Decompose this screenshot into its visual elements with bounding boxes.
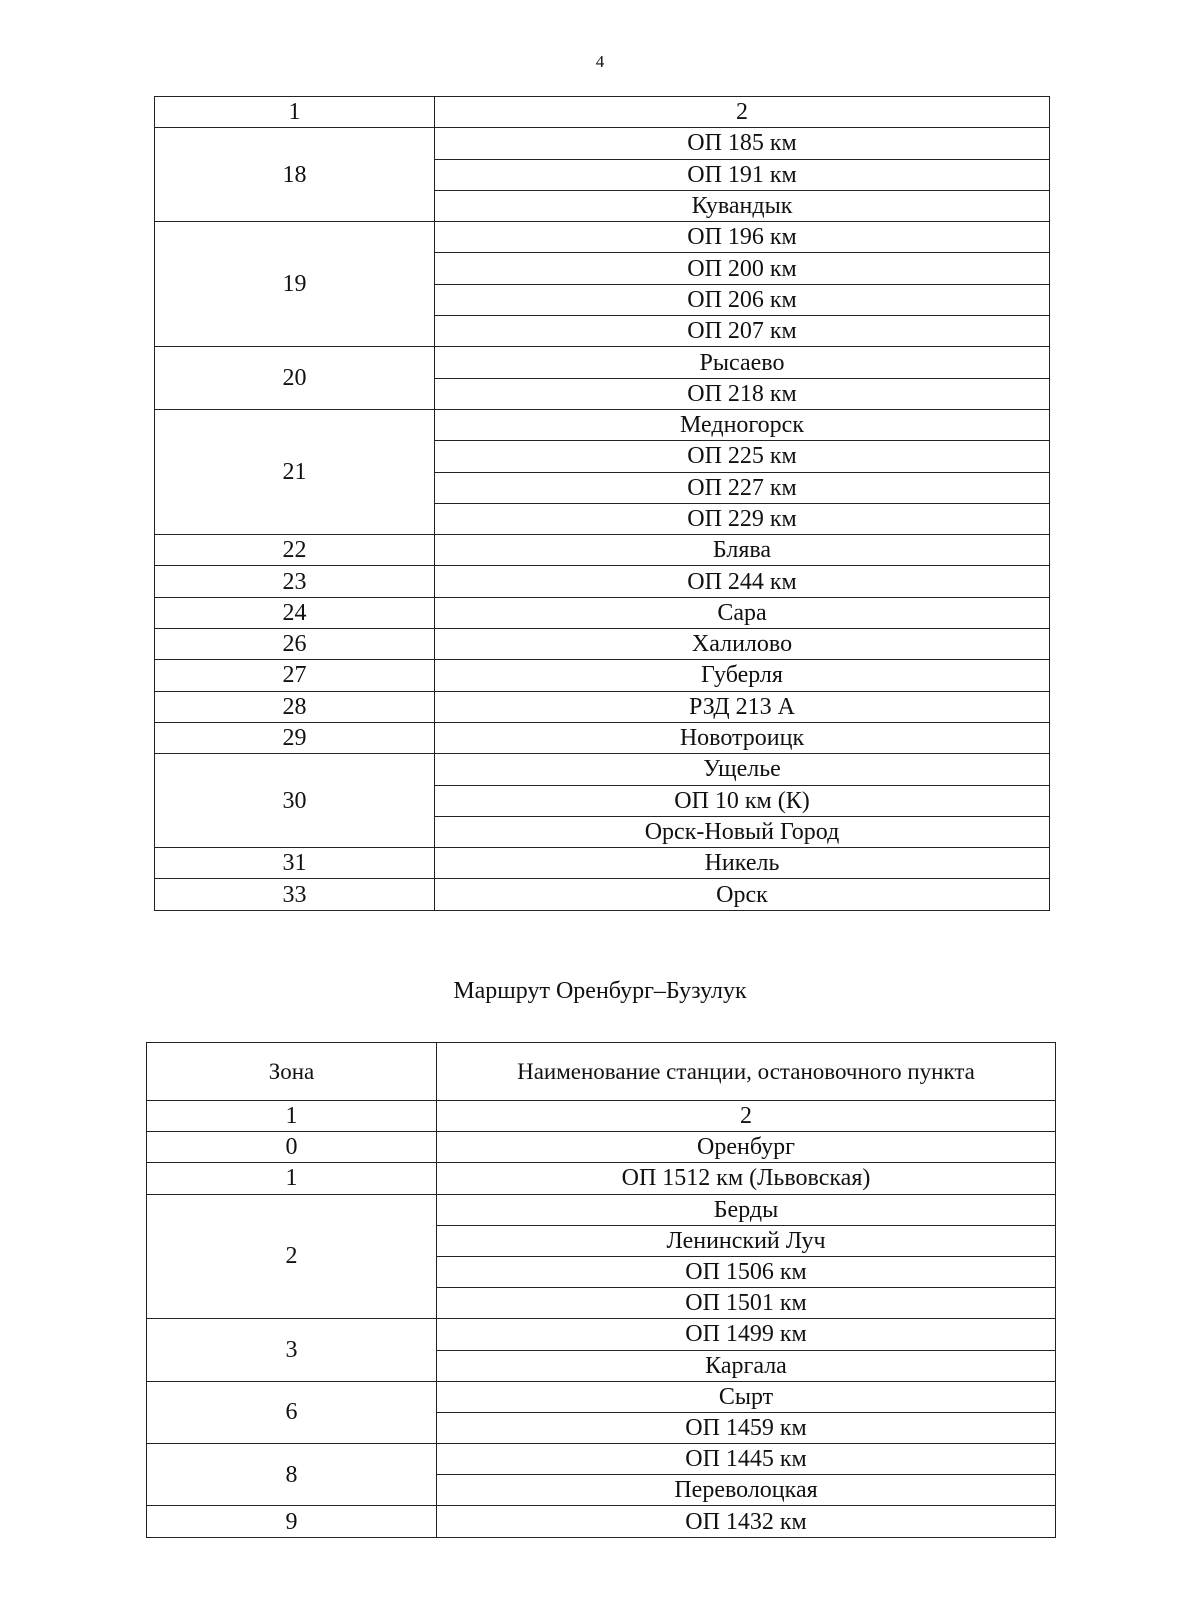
table-row	[147, 1319, 1056, 1350]
zone-cell: 24	[155, 597, 435, 628]
column-number-row	[147, 1101, 1056, 1132]
zone-cell: 19	[155, 222, 435, 347]
station-cell: ОП 1512 км (Львовская)	[437, 1163, 1056, 1194]
station-cell: Берды	[437, 1194, 1056, 1225]
page-number: 4	[595, 52, 605, 71]
zone-cell: 33	[155, 879, 435, 910]
station-cell: Оренбург	[437, 1132, 1056, 1163]
table-row	[147, 1163, 1056, 1194]
station-cell: ОП 200 км	[435, 253, 1050, 284]
zones-table-continued	[154, 96, 1050, 911]
station-cell: ОП 1459 км	[437, 1412, 1056, 1443]
zone-cell: 23	[155, 566, 435, 597]
column-number-station: 2	[437, 1101, 1056, 1132]
zone-cell: 30	[155, 754, 435, 848]
station-cell: Сырт	[437, 1381, 1056, 1412]
station-cell: Каргала	[437, 1350, 1056, 1381]
header-station: Наименование станции, остановочного пункта	[437, 1043, 1056, 1101]
station-cell: ОП 227 км	[435, 472, 1050, 503]
station-cell: ОП 229 км	[435, 503, 1050, 534]
station-cell: ОП 1506 км	[437, 1256, 1056, 1287]
station-cell: ОП 1501 км	[437, 1288, 1056, 1319]
route-zones-table	[146, 1042, 1056, 1538]
table-row	[155, 535, 1050, 566]
station-cell: ОП 10 км (К)	[435, 785, 1050, 816]
zone-cell: 22	[155, 535, 435, 566]
zone-cell: 18	[155, 128, 435, 222]
table-row	[155, 347, 1050, 378]
table-row	[155, 128, 1050, 159]
station-cell: Орск-Новый Город	[435, 816, 1050, 847]
header-row	[147, 1043, 1056, 1101]
station-cell: Орск	[435, 879, 1050, 910]
station-cell: ОП 191 км	[435, 159, 1050, 190]
zone-cell: 6	[147, 1381, 437, 1443]
station-cell: ОП 218 км	[435, 378, 1050, 409]
column-number-zone: 1	[147, 1101, 437, 1132]
zone-cell: 20	[155, 347, 435, 410]
header-zone: Зона	[147, 1043, 437, 1101]
table-row	[155, 597, 1050, 628]
zone-cell: 28	[155, 691, 435, 722]
station-cell: ОП 1445 км	[437, 1444, 1056, 1475]
station-cell: Ущелье	[435, 754, 1050, 785]
station-cell: РЗД 213 А	[435, 691, 1050, 722]
station-cell: Ленинский Луч	[437, 1225, 1056, 1256]
station-cell: ОП 225 км	[435, 441, 1050, 472]
zone-cell: 8	[147, 1444, 437, 1506]
table-row	[147, 1444, 1056, 1475]
station-cell: Медногорск	[435, 409, 1050, 440]
column-number-zone: 1	[155, 97, 435, 128]
column-number-station: 2	[435, 97, 1050, 128]
table-row	[155, 222, 1050, 253]
table-row	[155, 848, 1050, 879]
station-cell: ОП 196 км	[435, 222, 1050, 253]
table-row	[147, 1132, 1056, 1163]
station-cell: Новотроицк	[435, 722, 1050, 753]
station-cell: Халилово	[435, 629, 1050, 660]
zone-cell: 1	[147, 1163, 437, 1194]
station-cell: ОП 207 км	[435, 316, 1050, 347]
station-cell: Переволоцкая	[437, 1475, 1056, 1506]
zone-cell: 2	[147, 1194, 437, 1319]
station-cell: Блява	[435, 535, 1050, 566]
station-cell: Кувандык	[435, 190, 1050, 221]
station-cell: ОП 1499 км	[437, 1319, 1056, 1350]
table-row	[155, 879, 1050, 910]
station-cell: ОП 185 км	[435, 128, 1050, 159]
table-row	[147, 1381, 1056, 1412]
table-row	[155, 754, 1050, 785]
zones-table-body	[155, 97, 1050, 911]
table-row	[155, 409, 1050, 440]
zone-cell: 27	[155, 660, 435, 691]
zone-cell: 0	[147, 1132, 437, 1163]
station-cell: Никель	[435, 848, 1050, 879]
station-cell: Губерля	[435, 660, 1050, 691]
zone-cell: 9	[147, 1506, 437, 1537]
route-title: Маршрут Оренбург–Бузулук	[453, 978, 747, 1004]
column-number-row	[155, 97, 1050, 128]
zone-cell: 21	[155, 409, 435, 534]
station-cell: ОП 1432 км	[437, 1506, 1056, 1537]
zone-cell: 3	[147, 1319, 437, 1381]
route-zones-table-body	[147, 1043, 1056, 1538]
table-row	[155, 691, 1050, 722]
table-row	[147, 1506, 1056, 1537]
table-row	[147, 1194, 1056, 1225]
zone-cell: 31	[155, 848, 435, 879]
station-cell: Сара	[435, 597, 1050, 628]
station-cell: ОП 244 км	[435, 566, 1050, 597]
table-row	[155, 629, 1050, 660]
table-row	[155, 660, 1050, 691]
table-row	[155, 722, 1050, 753]
table-row	[155, 566, 1050, 597]
zone-cell: 26	[155, 629, 435, 660]
zone-cell: 29	[155, 722, 435, 753]
station-cell: ОП 206 км	[435, 284, 1050, 315]
station-cell: Рысаево	[435, 347, 1050, 378]
